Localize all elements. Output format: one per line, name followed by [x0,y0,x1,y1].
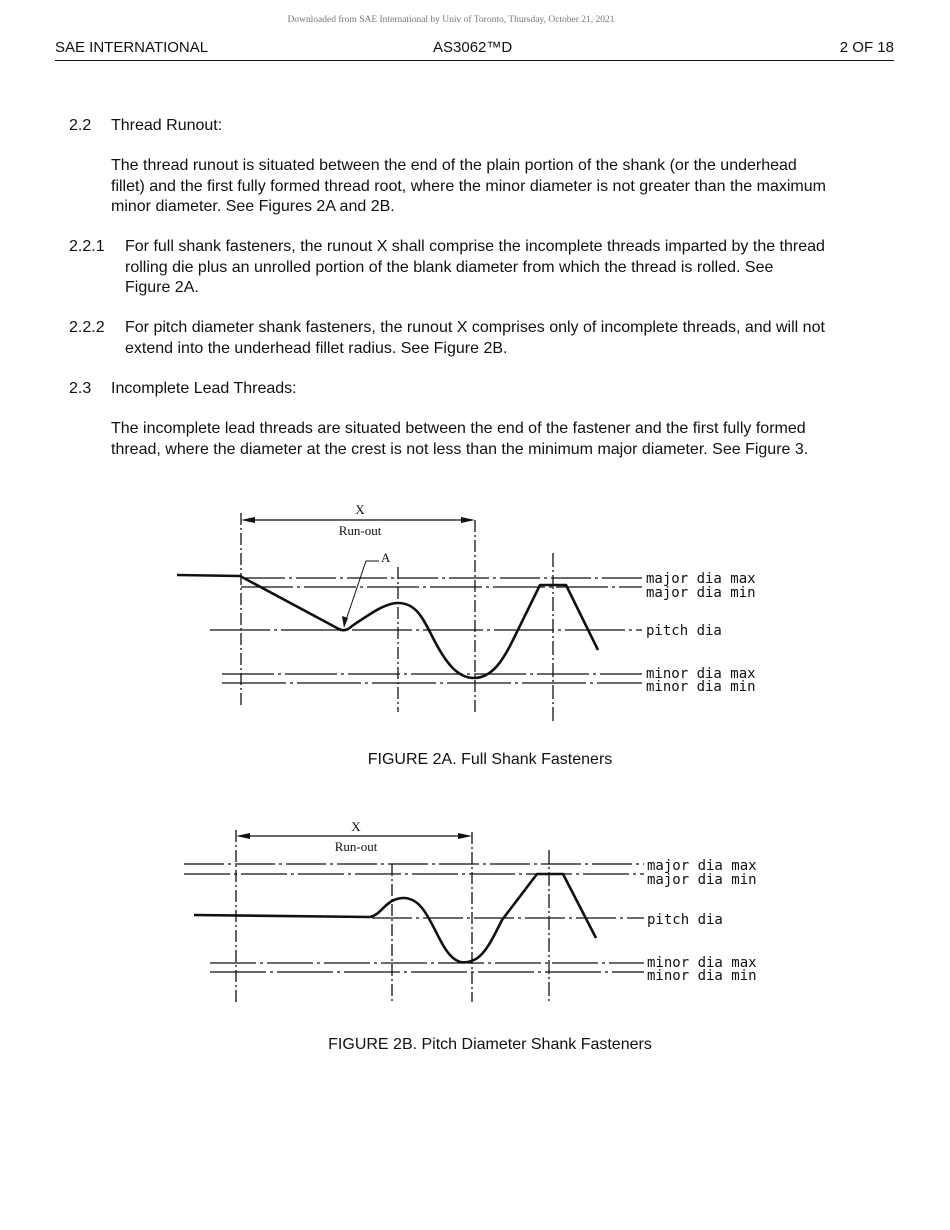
section-title: Incomplete Lead Threads: [111,380,297,397]
section-number: 2.2.1 [69,238,105,255]
text-line: For full shank fasteners, the runout X shall comprise the incomplete threads imparted by the thread [125,238,825,255]
text-line: rolling die plus an unrolled portion of the blank diameter from which the thread is rolled. See [125,258,774,276]
text-line: For pitch diameter shank fasteners, the runout X comprises only of incomplete threads, and will not [125,319,825,336]
line-label-minor-dia-max: minor dia max [647,955,757,971]
line-label-pitch-dia: pitch dia [647,912,723,928]
text-line: minor diameter. See Figures 2A and 2B. [111,198,395,215]
line-label-minor-dia-min: minor dia min [647,968,757,984]
line-label-minor-dia-min: minor dia min [646,679,756,695]
line-label-major-dia-min: major dia min [647,872,757,888]
section-number: 2.3 [69,380,92,397]
point-a-label: A [381,550,391,565]
line-label-major-dia-max: major dia max [646,571,756,587]
section-title: Thread Runout: [111,117,223,134]
dimension-x-label: X [355,502,365,517]
text-line: The thread runout is situated between the end of the plain portion of the shank (or the underhead [111,157,797,174]
runout-label: Run-out [338,523,382,538]
figure-2b-caption: FIGURE 2B. Pitch Diameter Shank Fasteners [328,1036,652,1053]
arrowhead-right [458,833,472,839]
figure-2a-caption: FIGURE 2A. Full Shank Fasteners [367,751,613,768]
text-line: thread, where the diameter at the crest is not less than the minimum major diameter. See Figure 3. [111,440,809,458]
dimension-x-label: X [351,819,361,834]
text-line: fillet) and the first fully formed thread root, where the minor diameter is not greater than the maximum [111,177,826,195]
section-number: 2.2.2 [69,319,105,336]
line-label-pitch-dia: pitch dia [646,623,722,639]
arrowhead-left [236,833,250,839]
text-line: The incomplete lead threads are situated between the end of the fastener and the first fully formed [111,420,806,437]
header-doc-id: AS3062™D [433,39,513,56]
download-watermark: Downloaded from SAE International by Univ of Toronto, Thursday, October 21, 2021 [287,15,615,25]
line-label-major-dia-max: major dia max [647,858,757,874]
header-org: SAE INTERNATIONAL [55,39,209,56]
runout-label: Run-out [334,839,378,854]
section-number: 2.2 [69,117,92,134]
text-line: Figure 2A. [125,279,199,296]
header-page-number: 2 OF 18 [839,39,894,56]
line-label-minor-dia-max: minor dia max [646,666,756,682]
text-line: extend into the underhead fillet radius. See Figure 2B. [125,339,508,357]
line-label-major-dia-min: major dia min [646,585,756,601]
